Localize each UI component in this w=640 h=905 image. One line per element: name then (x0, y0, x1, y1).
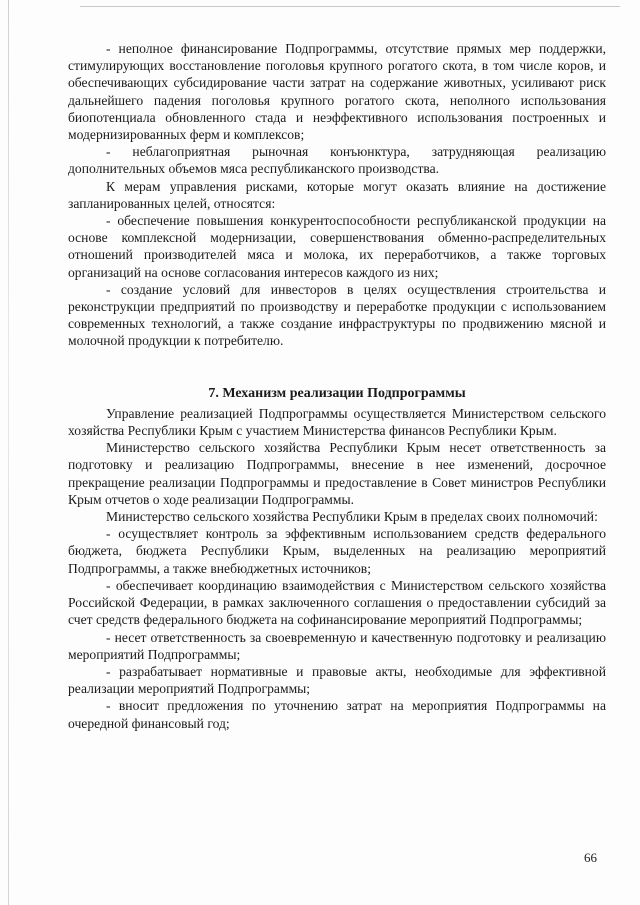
paragraph-power-proposals: - вносит предложения по уточнению затрат на мероприятия Подпрограммы на очередной финансовый год; (68, 698, 606, 731)
paragraph-power-responsibility: - несет ответственность за своевременную и качественную подготовку и реализацию мероприятий Подпрограммы; (68, 629, 606, 662)
paragraph-power-coordination: - обеспечивает координацию взаимодействия с Министерством сельского хозяйства Российской Федерации, в рамках заключенного соглашения о предоставлении субсидий за счет средств федерального бюджета на софинансирование мероприятий Подпрограммы; (68, 577, 606, 628)
scan-top-rule (80, 6, 620, 7)
scan-edge-line (8, 0, 9, 905)
paragraph-risk-market: - неблагоприятная рыночная конъюнктура, затрудняющая реализацию дополнительных объемов мяса республиканского производства. (68, 144, 606, 177)
paragraph-power-control: - осуществляет контроль за эффективным использованием средств федерального бюджета, бюджета Республики Крым, выделенных на реализацию мероприятий Подпрограммы, а также внебюджетных источников; (68, 526, 606, 576)
paragraph-measure-competitiveness: - обеспечение повышения конкурентоспособности республиканской продукции на основе комплексной модернизации, совершенствования обменно-распределительных отношений производителей мяса и молока, их переработчиков, а также торговых организаций на основе согласования интересов каждого из них; (68, 213, 606, 280)
page-number: 66 (584, 850, 597, 865)
paragraph-risk-financing: - неполное финансирование Подпрограммы, отсутствие прямых мер поддержки, стимулирующих восстановление поголовья крупного рогатого скота, в том числе коров, и обеспечивающих субсидирование части затрат на содержание животных, усиливают риск дальнейшего падения поголовья крупного рогатого скота, неполного использования биопотенциала обновленного стада и неэффективного использования построенных и модернизированных ферм и комплексов; (68, 41, 606, 143)
paragraph-management: Управление реализацией Подпрограммы осуществляется Министерством сельского хозяйства Республики Крым с участием Министерства финансов Республики Крым. (68, 405, 606, 439)
section-heading: 7. Механизм реализации Подпрограммы (208, 385, 466, 401)
paragraph-risk-measures-intro: К мерам управления рисками, которые могут оказать влияние на достижение запланированных целей, относятся: (68, 178, 606, 211)
paragraph-ministry-responsibility: Министерство сельского хозяйства Республики Крым несет ответственность за подготовку и реализацию Подпрограммы, внесение в нее изменений, досрочное прекращение реализации Подпрограммы и предоставление в Совет министров Республики Крым отчетов о ходе реализации Подпрограммы. (68, 440, 606, 507)
paragraph-measure-investors: - создание условий для инвесторов в целях осуществления строительства и реконструкции предприятий по производству и переработке продукции с использованием современных технологий, а также создание инфраструктуры по продвижению мясной и молочной продукции к потребителю. (68, 281, 606, 349)
paragraph-power-regulations: - разрабатывает нормативные и правовые акты, необходимые для эффективной реализации мероприятий Подпрограммы; (68, 663, 606, 697)
document-body (68, 40, 606, 732)
paragraph-ministry-powers-intro: Министерство сельского хозяйства Республики Крым в пределах своих полномочий: (106, 509, 598, 525)
